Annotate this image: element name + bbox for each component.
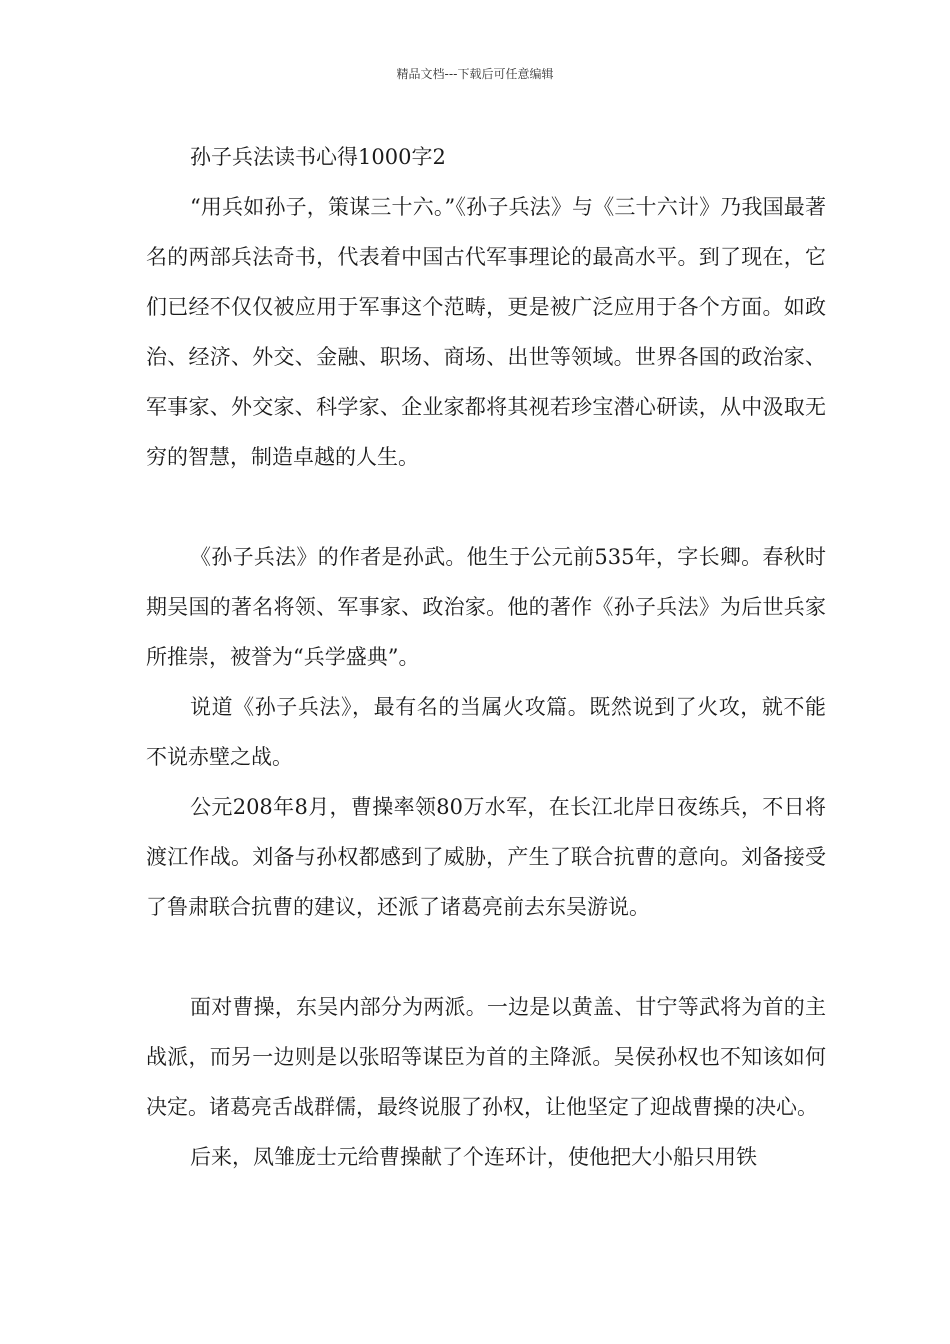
document-title: 孙子兵法读书心得1000字2 [190,145,446,169]
document-body [146,132,826,1182]
paragraph: “用兵如孙子，策谋三十六。”《孙子兵法》与《三十六计》乃我国最著名的两部兵法奇书，代表着中国古代军事理论的最高水平。到了现在，它们已经不仅仅被应用于军事这个范畴，更是被广泛应用于各个方面。如政治、经济、外交、金融、职场、商场、出世等领域。世界各国的政治家、军事家、外交家、科学家、企业家都将其视若珍宝潜心研读，从中汲取无穷的智慧，制造卓越的人生。 [146,195,826,469]
paragraph: 《孙子兵法》的作者是孙武。他生于公元前535年，字长卿。春秋时期吴国的著名将领、军事家、政治家。他的著作《孙子兵法》为后世兵家所推崇，被誉为“兵学盛典”。 [146,545,826,669]
paragraph: 后来，凤雏庞士元给曹操献了个连环计，使他把大小船只用铁 [190,1145,757,1169]
page-header: 精品文档---下载后可任意编辑 [396,67,554,81]
paragraph: 公元208年8月，曹操率领80万水军，在长江北岸日夜练兵，不日将渡江作战。刘备与孙权都感到了威胁，产生了联合抗曹的意向。刘备接受了鲁肃联合抗曹的建议，还派了诸葛亮前去东吴游说。 [146,795,826,919]
paragraph-gap [146,932,826,982]
paragraph: 说道《孙子兵法》，最有名的当属火攻篇。既然说到了火攻，就不能不说赤壁之战。 [146,695,826,769]
paragraph-gap [146,482,826,532]
paragraph: 面对曹操，东吴内部分为两派。一边是以黄盖、甘宁等武将为首的主战派，而另一边则是以张昭等谋臣为首的主降派。吴侯孙权也不知该如何决定。诸葛亮舌战群儒，最终说服了孙权，让他坚定了迎战曹操的决心。 [146,995,826,1119]
